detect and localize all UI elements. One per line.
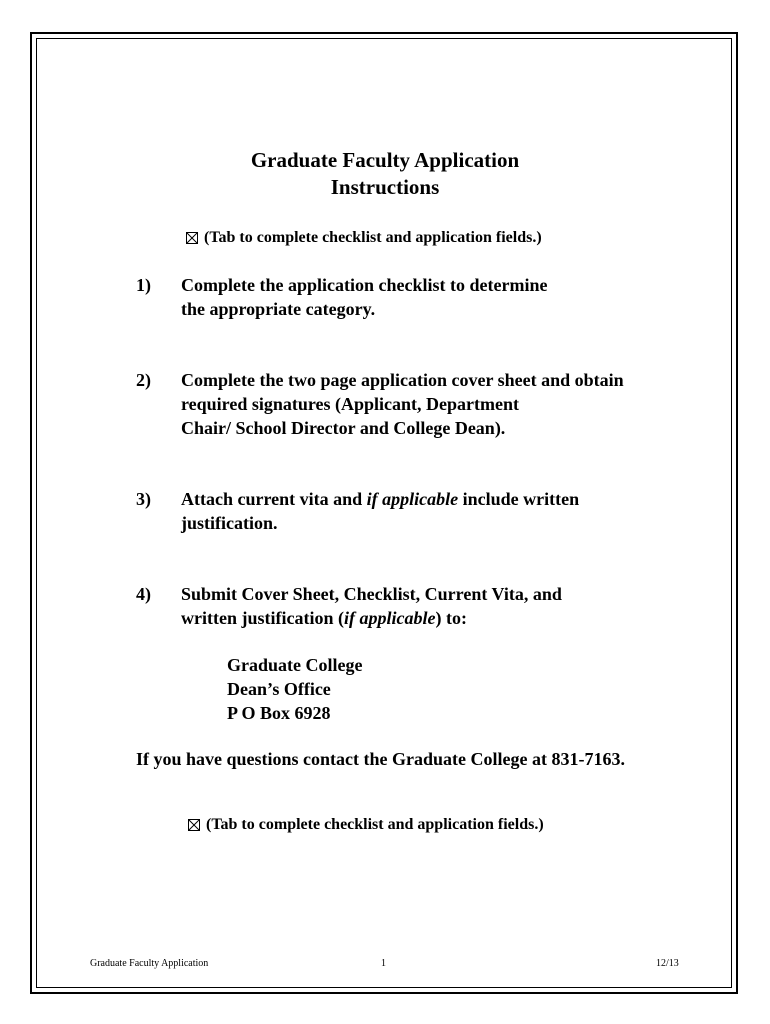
item-line: Complete the application checklist to determine [181, 275, 548, 295]
instruction-item-1 [181, 273, 547, 321]
item-number: 2) [136, 370, 151, 390]
footer-date: 12/13 [656, 958, 679, 969]
item-line: justification. [181, 513, 278, 533]
checked-box-icon[interactable] [186, 232, 198, 244]
item-number: 1) [136, 275, 151, 295]
document-title: Graduate Faculty Application [250, 148, 520, 172]
instruction-item-2 [181, 368, 624, 440]
tab-instruction-text: (Tab to complete checklist and application fields.) [204, 229, 542, 246]
item-line: Complete the two page application cover sheet and obtain [181, 370, 624, 390]
address-line: P O Box 6928 [227, 703, 331, 723]
footer-document-name: Graduate Faculty Application [90, 958, 209, 969]
italic-phrase: if applicable [343, 608, 436, 628]
tab-instruction-top [186, 228, 542, 248]
item-number: 4) [136, 584, 151, 604]
item-line: Submit Cover Sheet, Checklist, Current Vita, and [181, 584, 562, 604]
tab-instruction-bottom [188, 815, 544, 835]
instruction-item-4 [181, 582, 562, 630]
item-line: the appropriate category. [181, 299, 376, 319]
item-number: 3) [136, 489, 151, 509]
tab-instruction-text: (Tab to complete checklist and application fields.) [206, 816, 544, 833]
item-line: Attach current vita and if applicable include written [181, 489, 580, 509]
address-line: Dean’s Office [227, 679, 331, 699]
mailing-address [227, 653, 362, 725]
checked-box-icon[interactable] [188, 819, 200, 831]
contact-info: If you have questions contact the Graduate College at 831-7163. [136, 749, 625, 769]
italic-phrase: if applicable [366, 489, 459, 509]
document-subtitle: Instructions [330, 175, 440, 199]
footer-page-number: 1 [381, 958, 386, 969]
item-line: written justification (if applicable) to: [181, 608, 467, 628]
item-line: Chair/ School Director and College Dean). [181, 418, 506, 438]
item-line: required signatures (Applicant, Department [181, 394, 520, 414]
instruction-item-3 [181, 487, 579, 535]
address-line: Graduate College [227, 655, 363, 675]
